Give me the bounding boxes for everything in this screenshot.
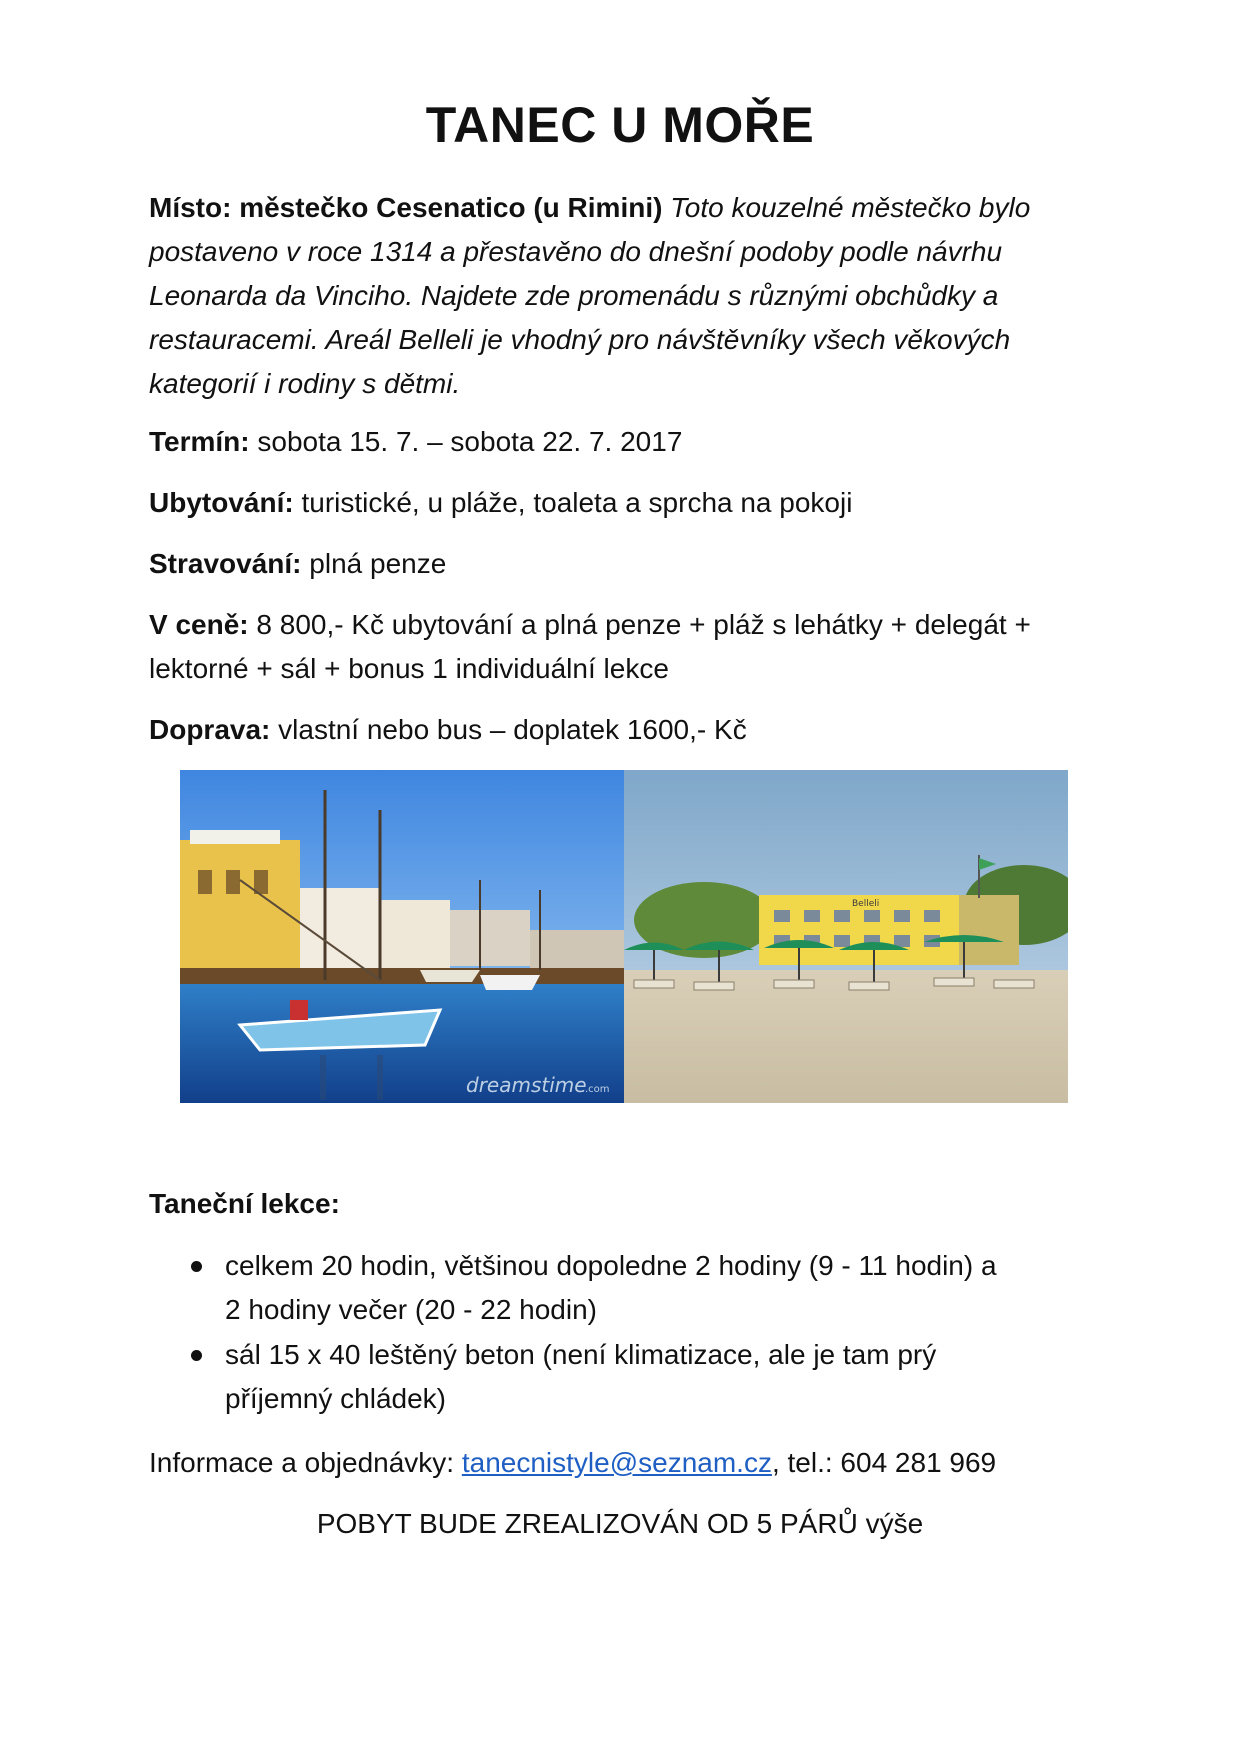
intro-line-1: Toto kouzelné městečko bylo xyxy=(670,192,1031,223)
ubytovani-value: turistické, u pláže, toaleta a sprcha na pokoji xyxy=(293,487,853,518)
place-label: Místo: městečko Cesenatico (u Rimini) xyxy=(149,192,663,223)
intro-line-2: postaveno v roce 1314 a přestavěno do dnešní podoby podle návrhu xyxy=(149,236,1003,267)
stravovani-label: Stravování: xyxy=(149,548,302,579)
list-item xyxy=(149,1244,1099,1332)
doprava-value: vlastní nebo bus – doplatek 1600,- Kč xyxy=(270,714,747,745)
stravovani-value: plná penze xyxy=(301,548,447,579)
doprava-row xyxy=(149,708,1099,752)
intro-line-5: kategorií i rodiny s dětmi. xyxy=(149,368,461,399)
hotel-sign: Belleli xyxy=(852,899,880,909)
lekce-item-1-line-2: 2 hodiny večer (20 - 22 hodin) xyxy=(225,1294,597,1325)
lekce-heading: Taneční lekce: xyxy=(149,1188,340,1219)
cena-label: V ceně: xyxy=(149,609,249,640)
watermark-suffix: .com xyxy=(585,1084,610,1095)
lekce-list xyxy=(149,1244,1099,1422)
termin-row xyxy=(149,420,1099,464)
stravovani-row xyxy=(149,542,1099,586)
intro-paragraph xyxy=(149,186,1099,406)
harbor-photo xyxy=(180,770,624,1103)
cena-row xyxy=(149,603,1099,691)
termin-value: sobota 15. 7. – sobota 22. 7. 2017 xyxy=(249,426,683,457)
watermark-text: dreamstime xyxy=(466,1073,587,1097)
email-link[interactable]: tanecnistyle@seznam.cz xyxy=(461,1447,772,1478)
lekce-item-2-line-2: příjemný chládek) xyxy=(225,1383,446,1414)
contact-suffix: , tel.: 604 281 969 xyxy=(771,1447,997,1478)
photo-strip xyxy=(180,770,1068,1103)
intro-line-3: Leonarda da Vinciho. Najdete zde promenádu s různými obchůdky a xyxy=(149,280,999,311)
contact-line xyxy=(149,1441,1099,1485)
contact-prefix: Informace a objednávky: xyxy=(149,1447,462,1478)
footer-note: POBYT BUDE ZREALIZOVÁN OD 5 PÁRŮ výše xyxy=(316,1508,924,1539)
bullet-icon xyxy=(191,1261,202,1272)
lekce-item-2-line-1: sál 15 x 40 leštěný beton (není klimatizace, ale je tam prý xyxy=(225,1339,937,1370)
cena-line-2: lektorné + sál + bonus 1 individuální lekce xyxy=(149,653,669,684)
doprava-label: Doprava: xyxy=(149,714,271,745)
ubytovani-row xyxy=(149,481,1099,525)
intro-line-4: restauracemi. Areál Belleli je vhodný pro návštěvníky všech věkových xyxy=(149,324,1011,355)
cena-line-1: 8 800,- Kč ubytování a plná penze + pláž s lehátky + delegát + xyxy=(248,609,1031,640)
termin-label: Termín: xyxy=(149,426,250,457)
beach-photo xyxy=(624,770,1068,1103)
bullet-icon xyxy=(191,1350,202,1361)
list-item xyxy=(149,1333,1099,1421)
page-title: TANEC U MOŘE xyxy=(425,97,815,153)
ubytovani-label: Ubytování: xyxy=(149,487,294,518)
lekce-item-1-line-1: celkem 20 hodin, většinou dopoledne 2 hodiny (9 - 11 hodin) a xyxy=(225,1250,997,1281)
